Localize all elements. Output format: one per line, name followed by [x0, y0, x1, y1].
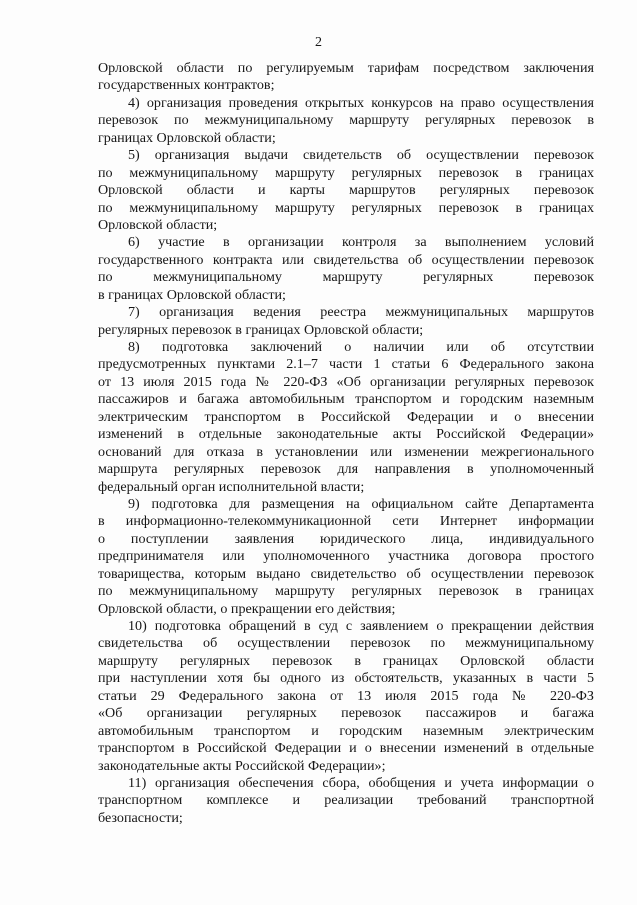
text-line: транспортном комплексе и реализации требований транспортной [98, 792, 594, 809]
paragraph [98, 496, 594, 618]
paragraph [98, 234, 594, 304]
document-body [98, 60, 594, 827]
text-line: изменений в отдельные законодательные акты Российской Федерации» [98, 426, 594, 443]
text-line: оснований для отказа в установлении или изменении межрегионального [98, 443, 594, 460]
text-line: маршрута регулярных перевозок для направления в уполномоченный [98, 461, 594, 478]
text-line: по межмуниципальному маршруту регулярных перевозок в границах [98, 583, 594, 600]
text-line: Орловской области; [98, 216, 218, 233]
text-line: свидетельства об осуществлении перевозок по межмуниципальному [98, 635, 594, 652]
text-line: статьи 29 Федерального закона от 13 июля 2015 года № 220-ФЗ [98, 687, 594, 704]
text-line: «Об организации регулярных перевозок пассажиров и багажа [98, 705, 594, 722]
text-line: 6) участие в организации контроля за выполнением условий [128, 234, 594, 251]
text-line: предусмотренных пунктами 2.1–7 части 1 статьи 6 Федерального закона [98, 356, 594, 373]
text-line: в границах Орловской области; [98, 286, 286, 303]
text-line: государственных контрактов; [98, 77, 275, 94]
text-line: по межмуниципальному маршруту регулярных перевозок [98, 269, 594, 286]
paragraph [98, 147, 594, 234]
text-line: 5) организация выдачи свидетельств об осуществлении перевозок [128, 147, 594, 164]
text-line: от 13 июля 2015 года № 220-ФЗ «Об организации регулярных перевозок [98, 373, 594, 390]
text-line: в информационно-телекоммуникационной сети Интернет информации [98, 513, 594, 530]
text-line: пассажиров и багажа автомобильным транспортом и городским наземным [98, 391, 594, 408]
paragraph [98, 339, 594, 496]
text-line: 8) подготовка заключений о наличии или об отсутствии [128, 339, 594, 355]
text-line: безопасности; [98, 809, 183, 826]
paragraph [98, 304, 594, 339]
text-line: законодательные акты Российской Федерации»; [98, 757, 386, 774]
text-line: 7) организация ведения реестра межмуниципальных маршрутов [128, 304, 594, 321]
text-line: о поступлении заявления юридического лица, индивидуального [98, 530, 594, 547]
text-line: федеральный орган исполнительной власти; [98, 478, 365, 495]
paragraph [98, 618, 594, 775]
text-line: 4) организация проведения открытых конкурсов на право осуществления [128, 94, 594, 111]
text-line: электрическим транспортом в Российской Федерации и о внесении [98, 408, 594, 425]
text-line: 10) подготовка обращений в суд с заявлением о прекращении действия [128, 618, 594, 634]
text-line: товарищества, которым выдано свидетельство об осуществлении перевозок [98, 565, 594, 582]
text-line: транспортом в Российской Федерации и о внесении изменений в отдельные [98, 740, 594, 757]
text-line: перевозок по межмуниципальному маршруту регулярных перевозок в [98, 112, 594, 129]
text-line: автомобильным транспортом и городским наземным электрическим [98, 722, 594, 739]
text-line: 9) подготовка для размещения на официальном сайте Департамента [128, 495, 594, 512]
text-line: предпринимателя или уполномоченного участника договора простого [98, 548, 594, 565]
text-line: по межмуниципальному маршруту регулярных перевозок в границах [98, 199, 594, 216]
paragraph [98, 60, 594, 95]
text-line: маршруту регулярных перевозок в границах Орловской области [98, 652, 594, 669]
text-line: регулярных перевозок в границах Орловской области; [98, 321, 424, 338]
text-line: государственного контракта или свидетельства об осуществлении перевозок [98, 251, 594, 268]
text-line: Орловской области и карты маршрутов регулярных перевозок [98, 182, 594, 199]
text-line: по межмуниципальному маршруту регулярных перевозок в границах [98, 164, 594, 181]
text-line: при наступлении хотя бы одного из обстоятельств, указанных в части 5 [98, 670, 594, 687]
paragraph [98, 95, 594, 147]
text-line: Орловской области, о прекращении его действия; [98, 600, 396, 617]
text-line: 11) организация обеспечения сбора, обобщения и учета информации о [128, 774, 594, 791]
text-line: границах Орловской области; [98, 129, 276, 146]
paragraph [98, 775, 594, 827]
page-number: 2 [315, 35, 322, 50]
text-line: Орловской области по регулируемым тарифам посредством заключения [98, 60, 594, 76]
